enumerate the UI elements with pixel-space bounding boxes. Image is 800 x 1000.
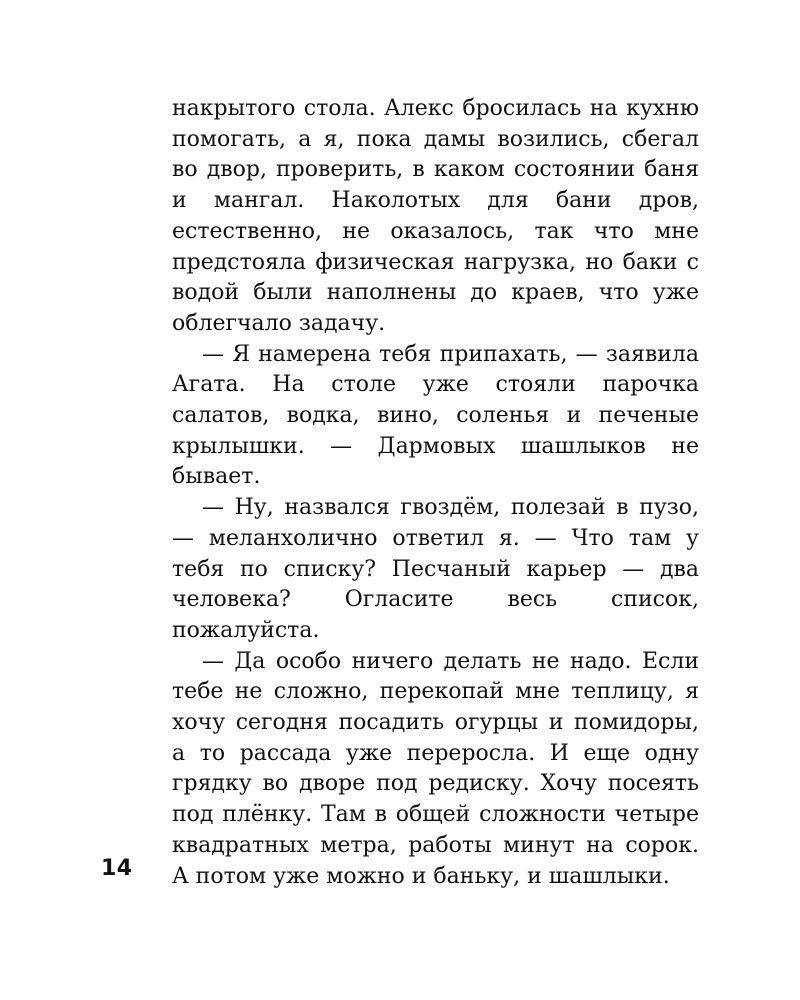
page-number: 14 <box>101 856 133 881</box>
page-text <box>172 94 699 892</box>
paragraph-2: — Я намерена тебя припахать, — заявила Агата. На столе уже стояли парочка салатов, водка, вино, соленья и печеные крылышки. — Дармовых шашлыков не бывает. <box>172 341 699 490</box>
paragraph-3: — Ну, назвался гвоздём, полезай в пузо, — меланхолично ответил я. — Что там у тебя по списку? Песчаный карьер — два человека? Огласите весь список, пожалуйста. <box>172 495 699 643</box>
paragraph-1: накрытого стола. Алекс бросилась на кухню помогать, а я, пока дамы возились, сбегал во двор, проверить, в каком состоянии баня и мангал. Наколотых для бани дров, естественно, не оказалось, так что мне предстояла физическая нагрузка, но баки с водой были наполнены до краев, что уже облегчало задачу. <box>172 96 699 336</box>
paragraph-4: — Да особо ничего делать не надо. Если тебе не сложно, перекопай мне теплицу, я хочу сегодня посадить огурцы и помидоры, а то рассада уже переросла. И еще одну грядку во дворе под редиску. Хочу посеять под плёнку. Там в общей сложности четыре квадратных метра, работы минут на сорок. А потом уже можно и баньку, и шашлыки. <box>172 648 699 889</box>
